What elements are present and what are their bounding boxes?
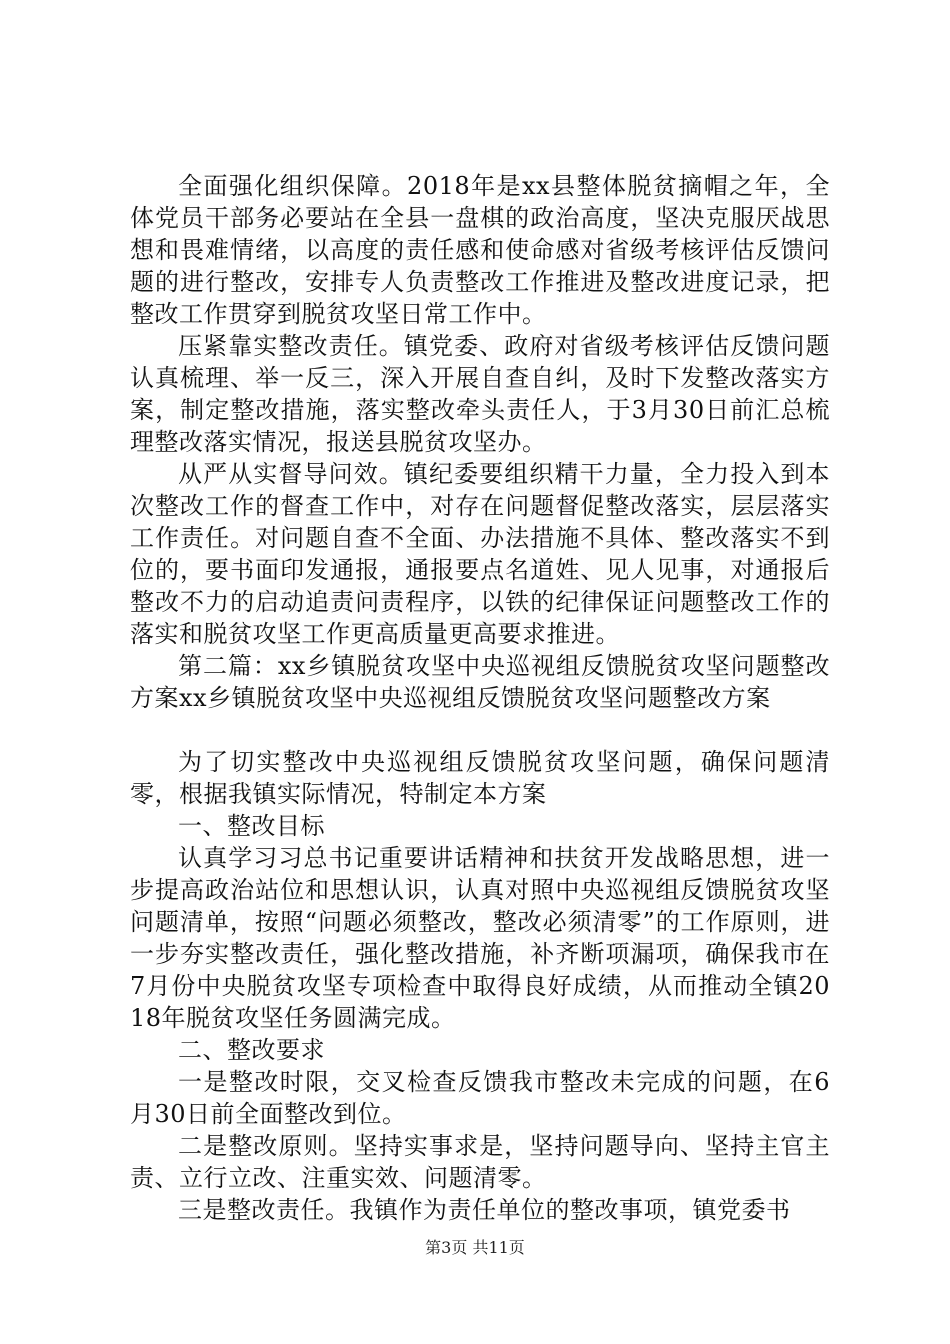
section-title-part-two: 第二篇：xx乡镇脱贫攻坚中央巡视组反馈脱贫攻坚问题整改方案xx乡镇脱贫攻坚中央巡视组反馈脱贫攻坚问题整改方案: [130, 652, 830, 712]
page-footer: 第3页 共11页: [425, 1238, 525, 1257]
paragraph-time-limit: 一是整改时限，交叉检查反馈我市整改未完成的问题，在6月30日前全面整改到位。: [130, 1068, 830, 1128]
blank-line: [130, 714, 830, 746]
heading-rectification-goal: 一、整改目标: [178, 812, 325, 840]
heading-rectification-requirements: 二、整改要求: [178, 1036, 325, 1064]
paragraph-rectification-responsibility: 压紧靠实整改责任。镇党委、政府对省级考核评估反馈问题认真梳理、举一反三，深入开展自查自纠，及时下发整改落实方案，制定整改措施，落实整改牵头责任人，于3月30日前汇总梳理整改落实情况，报送县脱贫攻坚办。: [130, 332, 830, 456]
paragraph-principles: 二是整改原则。坚持实事求是，坚持问题导向、坚持主官主责、立行立改、注重实效、问题清零。: [130, 1132, 830, 1192]
paragraph-supervision: 从严从实督导问效。镇纪委要组织精干力量，全力投入到本次整改工作的督查工作中，对存在问题督促整改落实，层层落实工作责任。对问题自查不全面、办法措施不具体、整改落实不到位的，要书面印发通报，通报要点名道姓、见人见事，对通报后整改不力的启动追责问责程序，以铁的纪律保证问题整改工作的落实和脱贫攻坚工作更高质量更高要求推进。: [130, 460, 830, 648]
paragraph-responsibility: 三是整改责任。我镇作为责任单位的整改事项，镇党委书: [178, 1196, 791, 1224]
document-body: [130, 170, 830, 1226]
paragraph-purpose: 为了切实整改中央巡视组反馈脱贫攻坚问题，确保问题清零，根据我镇实际情况，特制定本方案: [130, 748, 830, 808]
paragraph-goal-detail: 认真学习习总书记重要讲话精神和扶贫开发战略思想，进一步提高政治站位和思想认识，认真对照中央巡视组反馈脱贫攻坚问题清单，按照“问题必须整改，整改必须清零”的工作原则，进一步夯实整改责任，强化整改措施，补齐断项漏项，确保我市在7月份中央脱贫攻坚专项检查中取得良好成绩，从而推动全镇2018年脱贫攻坚任务圆满完成。: [130, 844, 830, 1032]
paragraph-organization-guarantee: 全面强化组织保障。2018年是xx县整体脱贫摘帽之年，全体党员干部务必要站在全县一盘棋的政治高度，坚决克服厌战思想和畏难情绪，以高度的责任感和使命感对省级考核评估反馈问题的进行整改，安排专人负责整改工作推进及整改进度记录，把整改工作贯穿到脱贫攻坚日常工作中。: [130, 172, 830, 328]
